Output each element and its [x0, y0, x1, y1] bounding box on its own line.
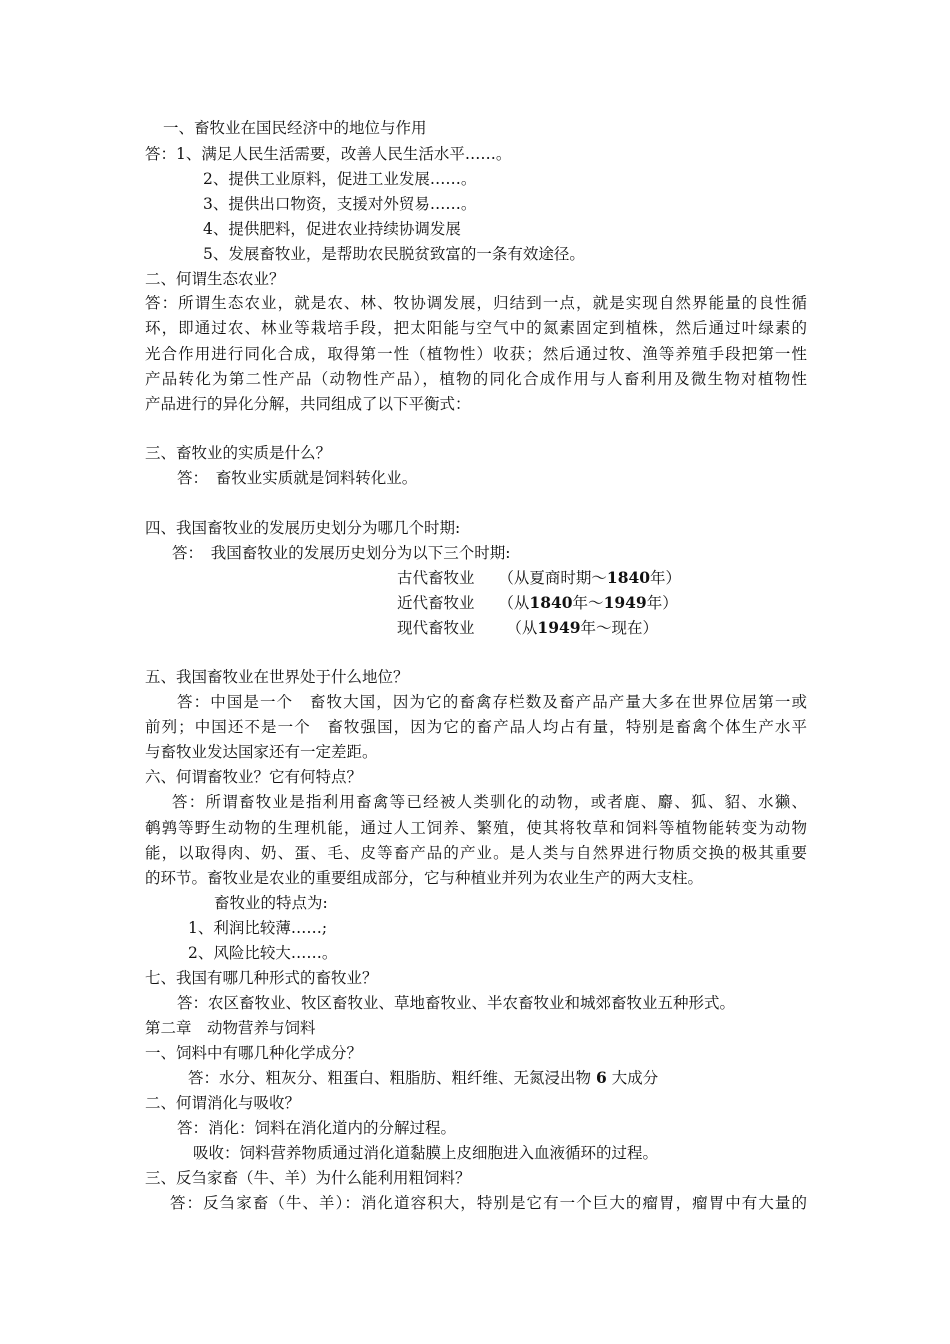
section-1-answer-4: 4、提供肥料，促进农业持续协调发展 — [203, 220, 461, 238]
section-2-line-1: 答：所谓生态农业，就是农、林、牧协调发展，归结到一点，就是实现自然界能量的良性循 — [145, 294, 807, 312]
section-6-line-2: 鹌鹑等野生动物的生理机能，通过人工饲养、繁殖，使其将牧草和饲料等植物能转变为动物 — [145, 819, 807, 837]
section-2-line-2: 环，即通过农、林业等栽培手段，把太阳能与空气中的氮素固定到植株，然后通过叶绿素的 — [145, 319, 807, 337]
section-6-title: 六、何谓畜牧业？它有何特点？ — [145, 768, 363, 786]
section-6-feature-1: 1、利润比较薄……; — [188, 919, 328, 937]
chapter-2-section-1-title: 一、饲料中有哪几种化学成分？ — [145, 1044, 363, 1062]
chapter-2-title: 第二章 动物营养与饲料 — [145, 1019, 316, 1037]
section-1-answer-1: 答：1、满足人民生活需要，改善人民生活水平……。 — [145, 145, 512, 163]
period-modern-early-close: 年） — [646, 594, 678, 612]
period-modern-early-year-end: 1949 — [603, 593, 647, 612]
chapter-2-section-2-line-1: 答：消化：饲料在消化道内的分解过程。 — [177, 1119, 457, 1137]
period-contemporary-from: （从 — [506, 619, 538, 637]
period-ancient-name: 古代畜牧业 — [397, 569, 475, 587]
period-contemporary-year: 1949 — [537, 618, 581, 637]
period-modern-early — [397, 590, 678, 616]
section-2-title: 二、何谓生态农业？ — [145, 270, 285, 288]
section-5-line-1: 答：中国是一个 畜牧大国，因为它的畜禽存栏数及畜产品产量大多在世界位居第一或 — [177, 693, 807, 711]
period-modern-early-sep: 年～ — [572, 594, 604, 612]
section-7-answer: 答：农区畜牧业、牧区畜牧业、草地畜牧业、半农畜牧业和城郊畜牧业五种形式。 — [177, 994, 736, 1012]
period-ancient-range-start: （从夏商时期～ — [498, 569, 607, 587]
period-modern-early-from: （从 — [498, 594, 530, 612]
section-3-answer: 答： 畜牧业实质就是饲料转化业。 — [177, 469, 418, 487]
chapter-2-section-1-answer — [188, 1065, 658, 1091]
chapter-2-section-3-line-1: 答：反刍家畜（牛、羊）：消化道容积大，特别是它有一个巨大的瘤胃，瘤胃中有大量的 — [170, 1194, 807, 1212]
period-ancient-range-end: 年） — [650, 569, 682, 587]
period-contemporary-name: 现代畜牧业 — [397, 619, 475, 637]
chapter-2-section-2-line-2: 吸收：饲料营养物质通过消化道黏膜上皮细胞进入血液循环的过程。 — [193, 1144, 659, 1162]
section-1-answer-2: 2、提供工业原料，促进工业发展……。 — [203, 170, 477, 188]
section-3-title: 三、畜牧业的实质是什么？ — [145, 444, 332, 462]
section-6-line-3: 能，以取得肉、奶、蛋、毛、皮等畜产品的产业。是人类与自然界进行物质交换的极其重要 — [145, 844, 807, 862]
section-5-line-2: 前列；中国还不是一个 畜牧强国，因为它的畜产品人均占有量，特别是畜禽个体生产水平 — [145, 718, 807, 736]
section-1-answer-3: 3、提供出口物资，支援对外贸易……。 — [203, 195, 477, 213]
chapter-2-section-2-title: 二、何谓消化与吸收？ — [145, 1094, 301, 1112]
section-1-answer-5: 5、发展畜牧业，是帮助农民脱贫致富的一条有效途径。 — [203, 245, 585, 263]
period-contemporary — [397, 615, 658, 641]
period-modern-early-name: 近代畜牧业 — [397, 594, 475, 612]
section-4-answer: 答： 我国畜牧业的发展历史划分为以下三个时期: — [172, 544, 511, 562]
section-4-title: 四、我国畜牧业的发展历史划分为哪几个时期: — [145, 519, 461, 537]
section-2-line-3: 光合作用进行同化合成，取得第一性（植物性）收获；然后通过牧、渔等养殖手段把第一性 — [145, 345, 807, 363]
section-6-features-title: 畜牧业的特点为: — [214, 894, 328, 912]
period-ancient-year: 1840 — [606, 568, 651, 587]
chapter-2-section-1-answer-text: 答：水分、粗灰分、粗蛋白、粗脂肪、粗纤维、无氮浸出物 — [188, 1069, 592, 1087]
period-contemporary-close: 年～现在） — [580, 619, 659, 637]
section-2-line-5: 产品进行的异化分解，共同组成了以下平衡式： — [145, 395, 471, 413]
period-modern-early-year-start: 1840 — [529, 593, 573, 612]
chapter-2-section-1-answer-count: 6 — [595, 1068, 607, 1087]
section-6-line-4: 的环节。畜牧业是农业的重要组成部分，它与种植业并列为农业生产的两大支柱。 — [145, 869, 704, 887]
section-7-title: 七、我国有哪几种形式的畜牧业？ — [145, 969, 378, 987]
section-6-line-1: 答：所谓畜牧业是指利用畜禽等已经被人类驯化的动物，或者鹿、麝、狐、貂、水獭、 — [172, 793, 807, 811]
section-5-line-3: 与畜牧业发达国家还有一定差距。 — [145, 743, 378, 761]
section-5-title: 五、我国畜牧业在世界处于什么地位？ — [145, 668, 409, 686]
section-2-line-4: 产品转化为第二性产品（动物性产品），植物的同化合成作用与人畜利用及微生物对植物性 — [145, 370, 807, 388]
section-6-feature-2: 2、风险比较大……。 — [188, 944, 338, 962]
chapter-2-section-3-title: 三、反刍家畜（牛、羊）为什么能利用粗饲料？ — [145, 1169, 471, 1187]
section-1-title: 一、畜牧业在国民经济中的地位与作用 — [163, 119, 427, 137]
period-ancient — [397, 565, 681, 591]
chapter-2-section-1-answer-end: 大成分 — [611, 1069, 659, 1087]
